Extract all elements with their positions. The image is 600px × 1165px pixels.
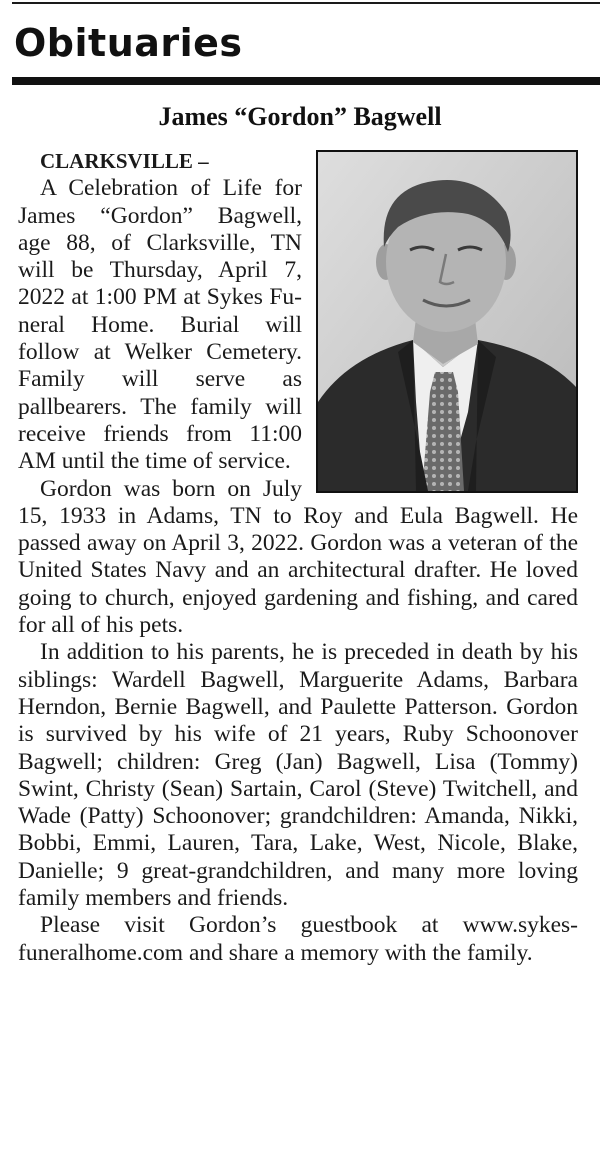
obituary-body <box>18 148 578 967</box>
paragraph-service: A Celebration of Life for James “Gordon” Bagwell, age 88, of Clarksville, TN will be Thursday, April 7, 2022 at 1:00 PM at Sykes Funeral Home. Burial will follow at Welker Cemetery. Family will serve as pallbearers. The family will receive friends from 11:00 AM until the time of service. <box>18 175 302 475</box>
dateline: CLARKSVILLE – <box>40 149 209 173</box>
section-divider <box>12 77 600 85</box>
paragraph-guestbook: Please visit Gordon’s guestbook at www.sykesfuneralhome.com and share a memory with the family. <box>18 912 578 966</box>
paragraph-family: In addition to his parents, he is preceded in death by his siblings: Wardell Bagwell, Marguerite Adams, Barbara Herndon, Bernie Bagwell, and Paulette Patterson. Gordon is survived by his wife of 21 years, Ruby Schoonover Bagwell; children: Greg (Jan) Bagwell, Lisa (Tommy) Swint, Christy (Sean) Sartain, Carol (Steve) Twitchell, and Wade (Patty) Schoonover; grandchildren: Amanda, Nikki, Bobbi, Emmi, Lauren, Tara, Lake, West, Nicole, Blake, Danielle; 9 great-grandchildren, and many more loving family members and friends. <box>18 639 578 912</box>
portrait-photo <box>316 150 578 493</box>
paragraph-biography: Gordon was born on July 15, 1933 in Adams, TN to Roy and Eula Bagwell. He passed away on April 3, 2022. Gordon was a veteran of the United States Navy and an architectural drafter. He loved going to church, enjoyed gardening and fishing, and cared for all of his pets. <box>18 475 578 639</box>
portrait-illustration <box>318 152 576 491</box>
section-title: Obituaries <box>14 21 243 65</box>
top-rule <box>12 2 600 4</box>
obituary-headline: James “Gordon” Bagwell <box>158 102 442 131</box>
